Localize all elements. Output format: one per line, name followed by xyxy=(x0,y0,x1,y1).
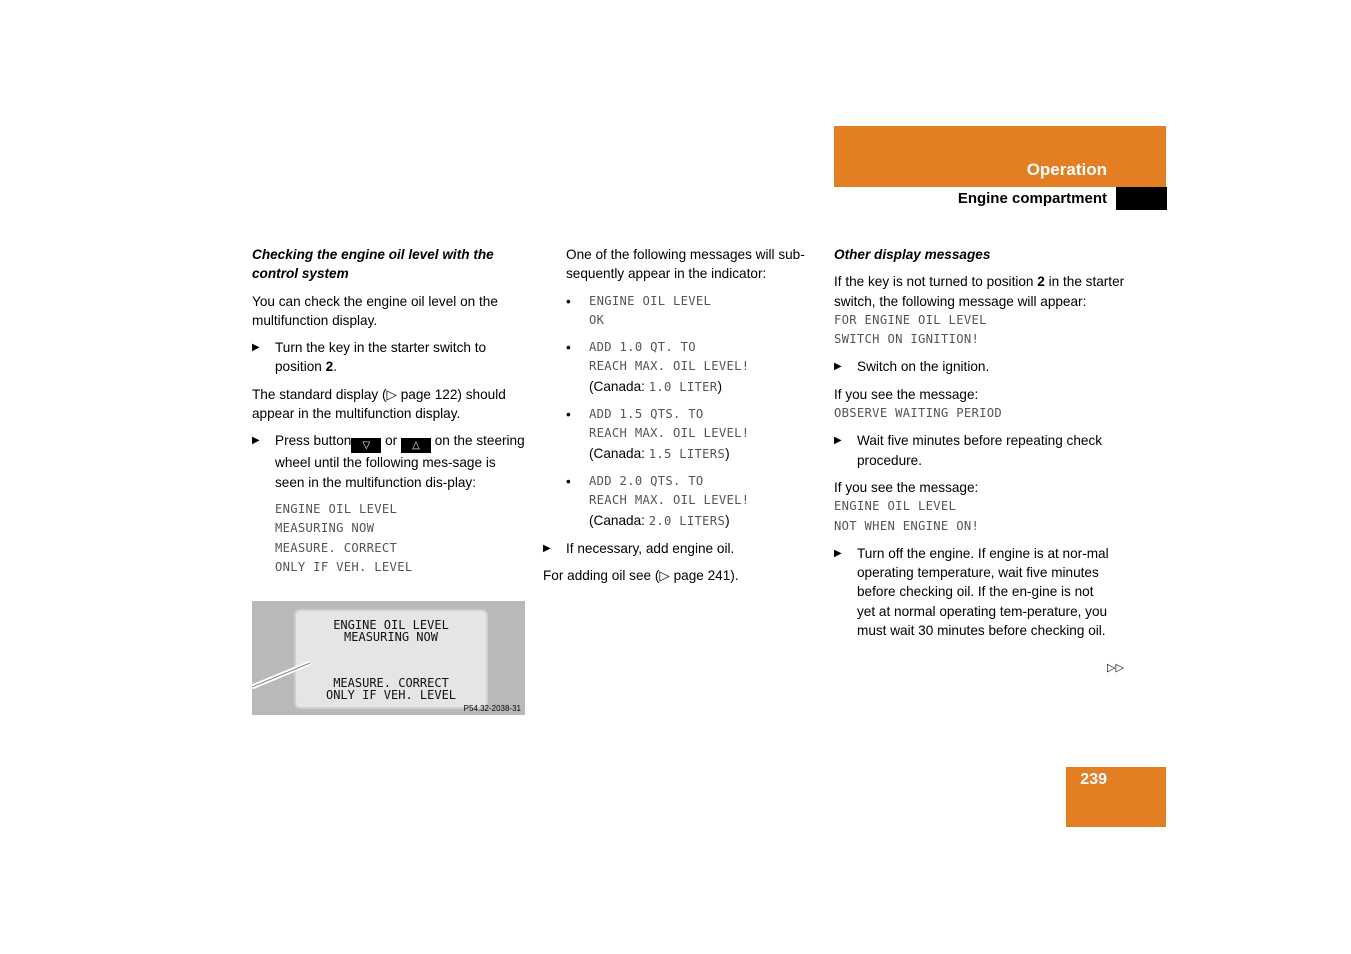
display-figure xyxy=(252,601,525,715)
column-2 xyxy=(543,245,827,593)
message-line: SWITCH ON IGNITION! xyxy=(834,332,980,347)
paragraph-key-position: If the key is not turned to position 2 in the starter switch, the following message will appear: xyxy=(834,274,1125,309)
triangle-right-icon: ▶ xyxy=(834,547,842,559)
column-1 xyxy=(252,245,528,585)
step-wait: ▶ Wait five minutes before repeating check procedure. xyxy=(834,433,1103,468)
section-title: Operation xyxy=(1026,160,1107,179)
intro-text: You can check the engine oil level on the multifunction display. xyxy=(252,293,498,328)
step-add-oil: ▶ If necessary, add engine oil. xyxy=(543,539,827,558)
step-switch-ignition: ▶ Switch on the ignition. xyxy=(834,357,1134,376)
scroll-up-button-icon: △ xyxy=(401,438,431,453)
step-press-button: ▶ Press button ▽ or △ on the steering wheel until the following mes-sage is seen in the multifunction dis-play: xyxy=(252,433,525,490)
triangle-right-icon: ▶ xyxy=(543,542,551,554)
step-turn-off-engine: ▶ Turn off the engine. If engine is at nor-mal operating temperature, wait five minutes before checking oil. If the en-gine is not yet at normal operating tem-perature, you must wait 30 minutes before checking oil. xyxy=(834,545,1109,639)
column-3 xyxy=(834,245,1134,648)
step-turn-key: ▶ Turn the key in the starter switch to position 2. xyxy=(252,340,487,375)
list-item: • ADD 1.0 QT. TO REACH MAX. OIL LEVEL! (Canada: 1.0 LITER) xyxy=(566,340,750,394)
see-message-text: If you see the message: xyxy=(834,386,979,402)
header-tab-marker xyxy=(1116,187,1167,210)
page-number: 239 xyxy=(1080,771,1107,788)
figure-caption: P54.32-2038-31 xyxy=(463,704,521,713)
lcd-screen: ENGINE OIL LEVEL MEASURING NOW MEASURE. CORRECT ONLY IF VEH. LEVEL xyxy=(294,609,488,709)
message-line: NOT WHEN ENGINE ON! xyxy=(834,518,980,533)
scroll-down-button-icon: ▽ xyxy=(351,438,381,453)
pointer-stick-icon xyxy=(252,601,525,715)
continue-marker-icon: ▷▷ xyxy=(1107,662,1124,674)
display-message: ENGINE OIL LEVEL MEASURING NOW MEASURE. CORRECT ONLY IF VEH. LEVEL xyxy=(275,501,413,574)
see-message-text: If you see the message: xyxy=(834,479,979,495)
triangle-right-icon: ▶ xyxy=(834,361,842,373)
message-line: ENGINE OIL LEVEL xyxy=(834,499,957,514)
list-item: • ENGINE OIL LEVEL OK xyxy=(566,293,712,327)
messages-intro: One of the following messages will sub-sequently appear in the indicator: xyxy=(566,247,805,282)
heading-other-messages: Other display messages xyxy=(834,247,991,262)
triangle-right-icon: ▶ xyxy=(252,435,260,447)
adding-oil-reference: For adding oil see (▷ page 241). xyxy=(543,568,739,584)
heading-checking-oil: Checking the engine oil level with the control system xyxy=(252,247,494,282)
triangle-right-icon: ▶ xyxy=(252,342,260,354)
list-item: • ADD 2.0 QTS. TO REACH MAX. OIL LEVEL! (Canada: 2.0 LITERS) xyxy=(566,473,750,528)
standard-display-text: The standard display (▷ page 122) should appear in the multifunction display. xyxy=(252,386,506,422)
triangle-right-icon: ▶ xyxy=(834,435,842,447)
subsection-title: Engine compartment xyxy=(957,190,1107,207)
message-line: FOR ENGINE OIL LEVEL xyxy=(834,312,987,327)
list-item: • ADD 1.5 QTS. TO REACH MAX. OIL LEVEL! (Canada: 1.5 LITERS) xyxy=(566,407,750,461)
message-line: OBSERVE WAITING PERIOD xyxy=(834,406,1003,421)
